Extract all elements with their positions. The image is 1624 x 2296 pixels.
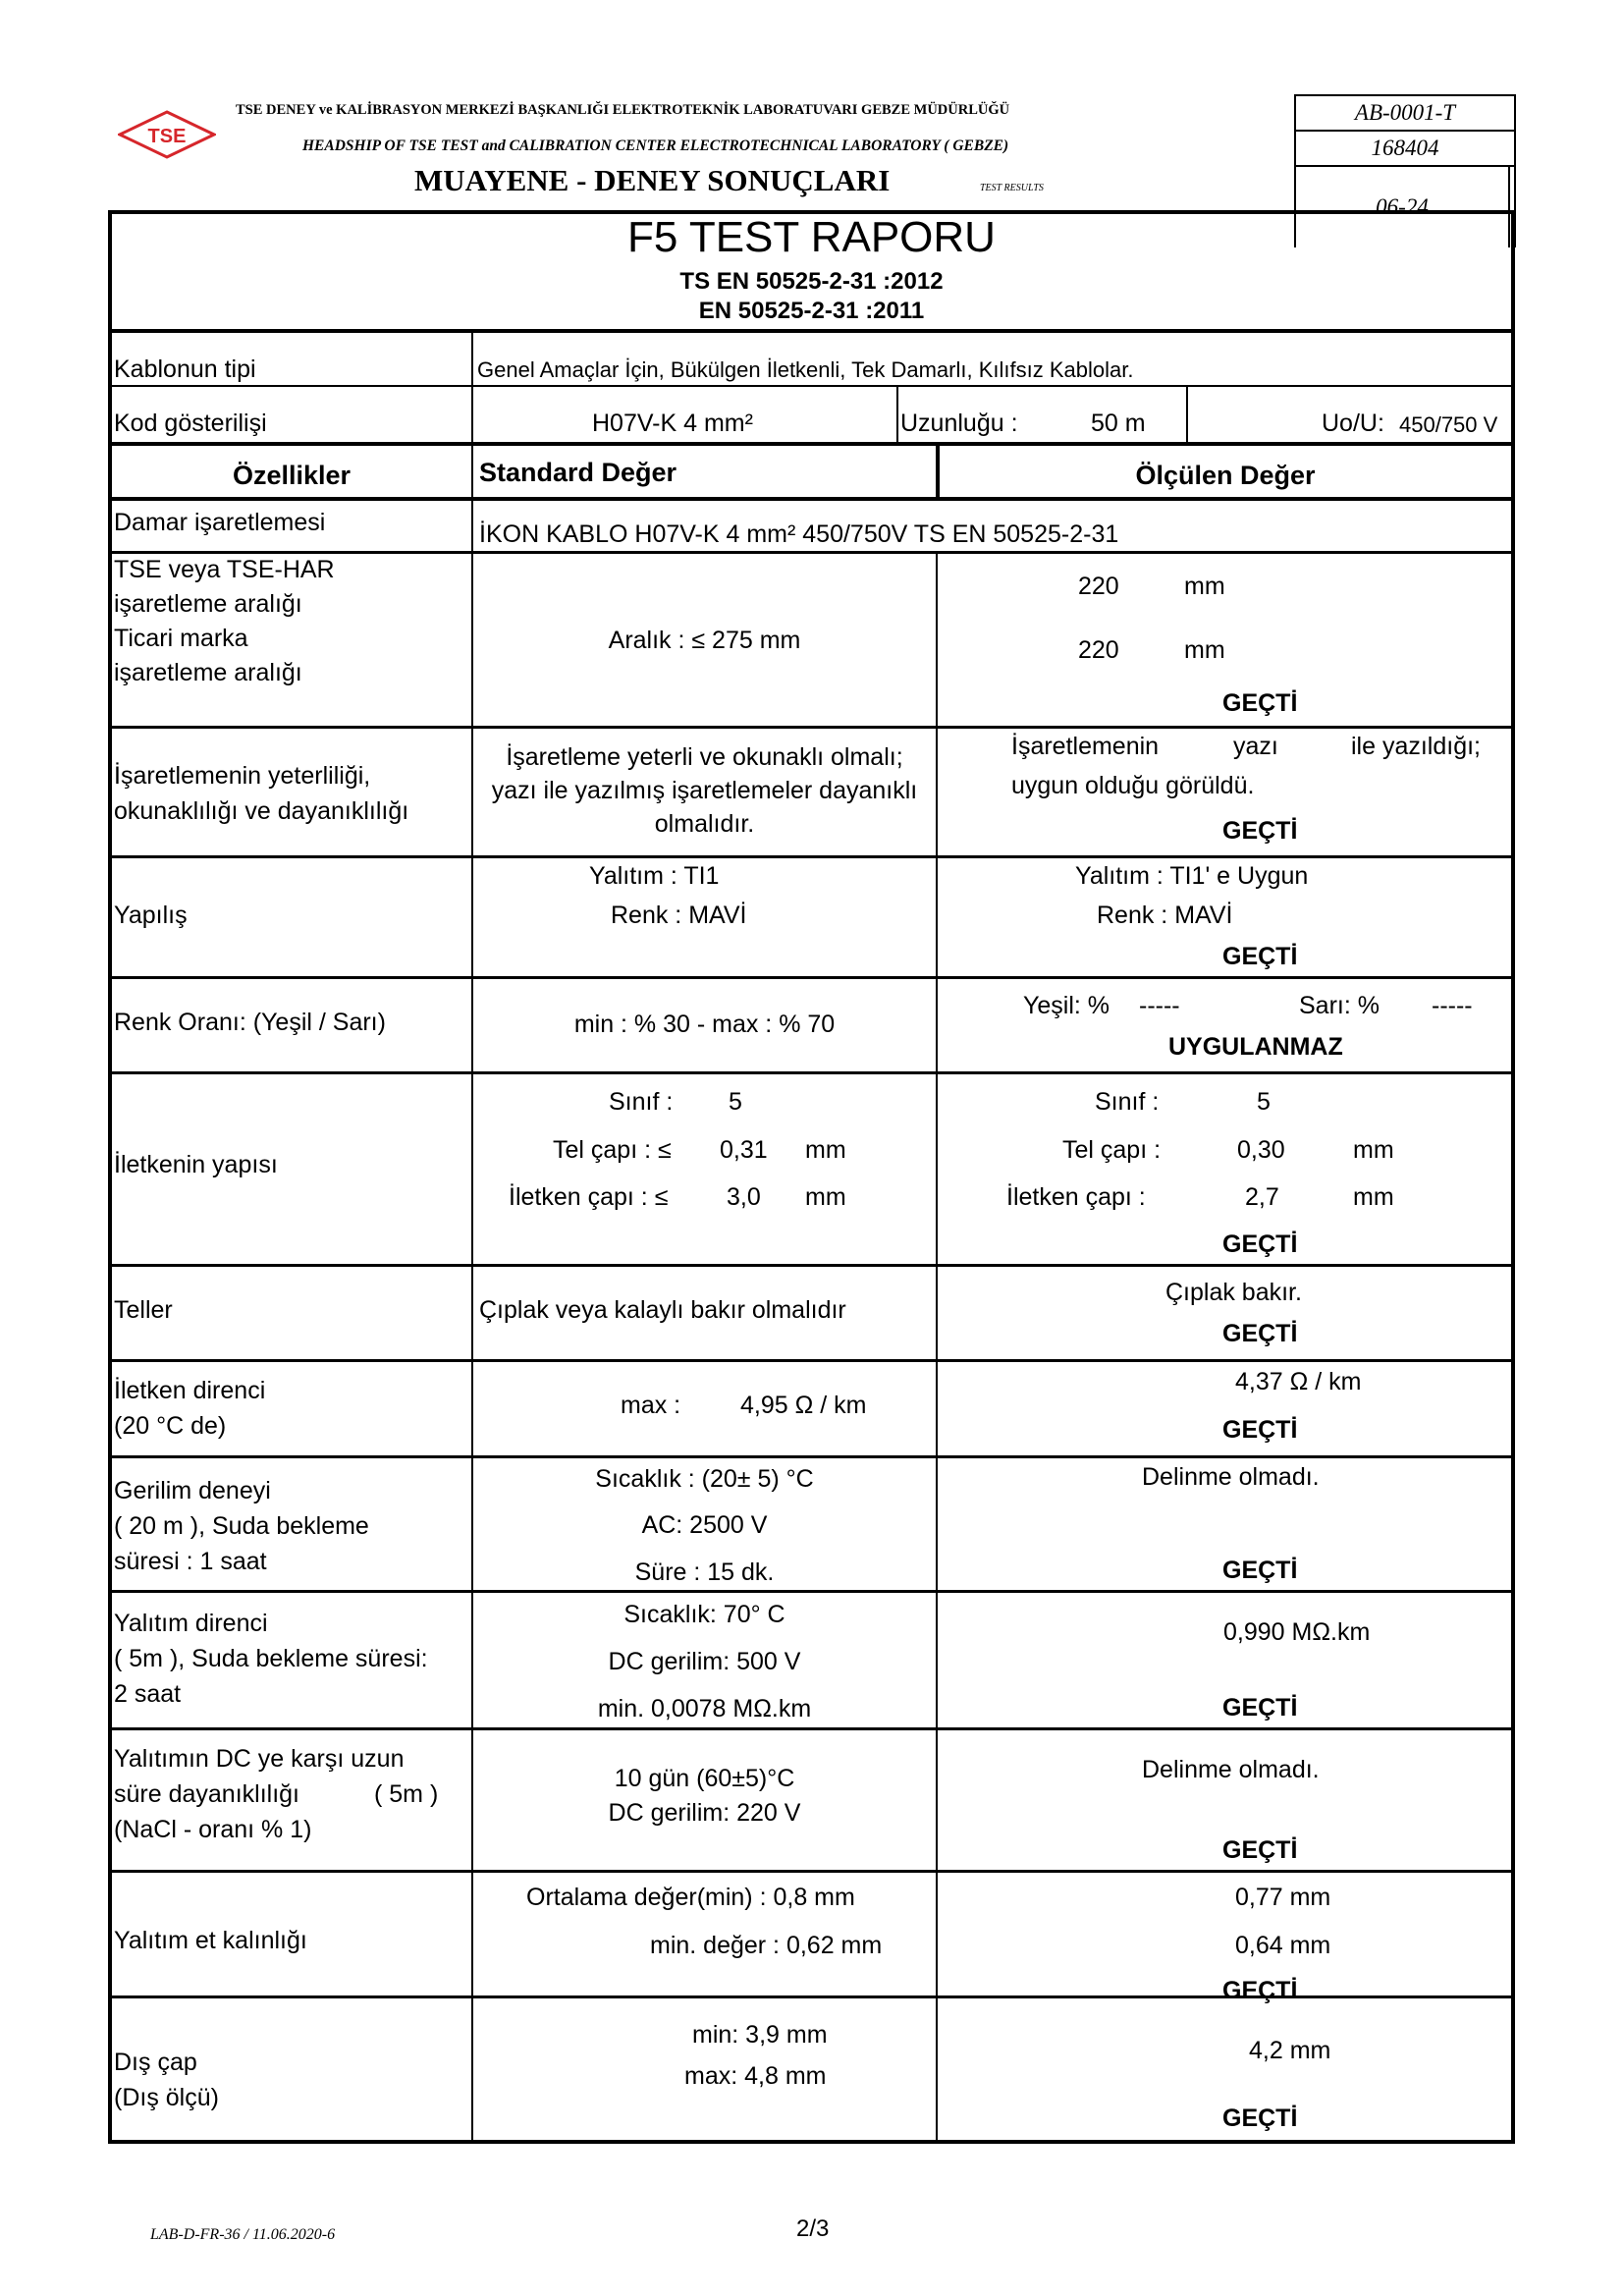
length-value: 50 m [1091,410,1146,437]
voltage-value: 450/750 V [1399,412,1498,437]
marking-quality-measured-1a: İşaretlemenin [1011,733,1160,760]
org-name-tr: TSE DENEY ve KALİBRASYON MERKEZİ BAŞKANLIĞI ELEKTROTEKNİK LABORATUVARI GEBZE MÜDÜRLÜĞÜ [236,102,1010,118]
marking-interval-trade-unit: mm [1184,636,1225,664]
voltage-test-temp: Sıcaklık : (20± 5) °C [595,1465,814,1493]
page-number: 2/3 [796,2215,830,2242]
outer-diameter-measured: 4,2 mm [1249,2037,1331,2064]
standard-ts: TS EN 50525-2-31 :2012 [679,268,944,295]
marking-quality-measured-1c: ile yazıldığı; [1351,733,1482,760]
std-wire-value: 0,31 [720,1136,768,1164]
marking-interval-trade-value: 220 [1078,636,1119,664]
construction-std-color: Renk : MAVİ [611,902,747,929]
marking-label: Damar işaretlemesi [114,509,326,536]
std-cond-label: İletken çapı : ≤ [509,1183,669,1211]
col-header-property: Özellikler [232,461,352,490]
conductor-label: İletkenin yapısı [114,1151,278,1178]
svg-text:TSE: TSE [147,126,187,147]
result-badge: GEÇTİ [1222,1977,1298,2004]
insulation-resistance-temp: Sıcaklık: 70° C [623,1601,785,1628]
std-wire-unit: mm [805,1136,846,1164]
dc-endurance-label-1: Yalıtımın DC ye karşı uzun [114,1745,405,1773]
construction-std-insulation: Yalıtım : TI1 [589,862,720,890]
doc-title-en: TEST RESULTS [980,183,1044,193]
wires-measured: Çıplak bakır. [1165,1279,1302,1306]
meas-class-value: 5 [1257,1088,1271,1116]
construction-meas-color: Renk : MAVİ [1097,902,1233,929]
marking-quality-measured-1b: yazı [1233,733,1278,760]
construction-label: Yapılış [114,902,188,929]
ref-number: 168404 [1296,132,1514,167]
marking-interval-tse-value: 220 [1078,573,1119,600]
voltage-label: Uo/U: [1322,410,1384,437]
dc-endurance-label-2b: ( 5m ) [374,1780,439,1808]
tse-logo-icon [118,110,216,159]
ref-code: AB-0001-T [1296,96,1514,132]
marking-quality-standard: İşaretleme yeterli ve okunaklı olmalı; yazı ile yazılmış işaretlemeler dayanıklı olmalıdır. [491,743,918,838]
yellow-label: Sarı: % [1299,992,1380,1019]
conductor-resistance-std-label: max : [621,1392,681,1419]
code-value: H07V-K 4 mm² [592,410,753,437]
std-cond-unit: mm [805,1183,846,1211]
conductor-resistance-measured: 4,37 Ω / km [1235,1368,1362,1395]
insulation-thickness-std-min: min. değer : 0,62 mm [650,1932,883,1959]
standard-en: EN 50525-2-31 :2011 [698,298,925,324]
result-badge: GEÇTİ [1222,943,1298,970]
report-title: F5 TEST RAPORU [627,213,996,261]
cable-type-label: Kablonun tipi [114,355,256,383]
cable-type-value: Genel Amaçlar İçin, Bükülgen İletkenli, Tek Damarlı, Kılıfsız Kablolar. [477,357,1134,382]
conductor-resistance-label: İletken direnci (20 °C de) [114,1377,266,1440]
result-badge: GEÇTİ [1222,1320,1298,1347]
std-class-value: 5 [729,1088,742,1116]
outer-diameter-std-min: min: 3,9 mm [692,2021,828,2049]
result-badge: GEÇTİ [1222,1230,1298,1258]
meas-cond-value: 2,7 [1245,1183,1279,1211]
insulation-resistance-min: min. 0,0078 MΩ.km [597,1695,812,1722]
insulation-thickness-std-avg: Ortalama değer(min) : 0,8 mm [526,1884,855,1911]
voltage-test-measured: Delinme olmadı. [1142,1463,1320,1491]
color-ratio-label: Renk Oranı: (Yeşil / Sarı) [114,1009,386,1036]
meas-class-label: Sınıf : [1095,1088,1160,1116]
insulation-resistance-dc: DC gerilim: 500 V [608,1648,801,1675]
wires-standard: Çıplak veya kalaylı bakır olmalıdır [479,1296,846,1324]
length-label: Uzunluğu : [900,410,1018,437]
result-badge: GEÇTİ [1222,1694,1298,1722]
meas-wire-label: Tel çapı : [1062,1136,1162,1164]
construction-meas-insulation: Yalıtım : TI1' e Uygun [1075,862,1309,890]
std-class-label: Sınıf : [609,1088,674,1116]
result-badge: GEÇTİ [1222,1836,1298,1864]
marking-interval-label: TSE veya TSE-HAR işaretleme aralığı Ticari marka işaretleme aralığı [114,556,335,686]
voltage-test-time: Süre : 15 dk. [634,1558,775,1586]
marking-interval-tse-unit: mm [1184,573,1225,600]
green-label: Yeşil: % [1023,992,1110,1019]
insulation-thickness-label: Yalıtım et kalınlığı [114,1927,307,1954]
dc-endurance-std-1: 10 gün (60±5)°C [614,1765,795,1792]
result-badge: GEÇTİ [1222,2105,1298,2132]
col-header-standard: Standard Değer [479,458,677,487]
outer-diameter-label: Dış çap (Dış ölçü) [114,2049,219,2111]
result-badge: GEÇTİ [1222,689,1298,717]
dc-endurance-label-2a: süre dayanıklılığı [114,1780,299,1808]
meas-wire-unit: mm [1353,1136,1394,1164]
conductor-resistance-std-value: 4,95 Ω / km [740,1392,867,1419]
insulation-resistance-measured: 0,990 MΩ.km [1223,1618,1371,1646]
marking-value: İKON KABLO H07V-K 4 mm² 450/750V TS EN 50525-2-31 [479,520,1119,548]
result-badge: GEÇTİ [1222,817,1298,845]
insulation-thickness-meas-avg: 0,77 mm [1235,1884,1331,1911]
color-ratio-standard: min : % 30 - max : % 70 [573,1011,836,1038]
green-value: ----- [1139,992,1180,1019]
marking-quality-label: İşaretlemenin yeterliliği, okunaklılığı ve dayanıklılığı [114,762,409,825]
meas-cond-label: İletken çapı : [1006,1183,1146,1211]
marking-interval-standard: Aralık : ≤ 275 mm [608,627,801,654]
yellow-value: ----- [1432,992,1473,1019]
meas-cond-unit: mm [1353,1183,1394,1211]
dc-endurance-measured: Delinme olmadı. [1142,1756,1320,1783]
insulation-thickness-meas-min: 0,64 mm [1235,1932,1331,1959]
meas-wire-value: 0,30 [1237,1136,1285,1164]
std-cond-value: 3,0 [727,1183,761,1211]
result-badge: GEÇTİ [1222,1416,1298,1444]
wires-label: Teller [114,1296,173,1324]
marking-quality-measured-2: uygun olduğu görüldü. [1011,772,1255,799]
doc-title: MUAYENE - DENEY SONUÇLARI [414,163,891,197]
form-code: LAB-D-FR-36 / 11.06.2020-6 [150,2226,336,2243]
result-badge: UYGULANMAZ [1168,1033,1343,1061]
result-badge: GEÇTİ [1222,1557,1298,1584]
dc-endurance-std-2: DC gerilim: 220 V [608,1799,801,1827]
ref-date: 06-24 [1296,167,1510,247]
outer-diameter-std-max: max: 4,8 mm [684,2062,827,2090]
code-label: Kod gösterilişi [114,410,267,437]
col-header-measured: Ölçülen Değer [1135,461,1316,490]
insulation-resistance-label: Yalıtım direnci ( 5m ), Suda bekleme süresi: 2 saat [114,1610,428,1708]
voltage-test-ac: AC: 2500 V [641,1511,768,1539]
std-wire-label: Tel çapı : ≤ [553,1136,672,1164]
org-name-en: HEADSHIP OF TSE TEST and CALIBRATION CENTER ELECTROTECHNICAL LABORATORY ( GEBZE) [302,137,1009,154]
dc-endurance-label-3: (NaCl - oranı % 1) [114,1816,312,1843]
voltage-test-label: Gerilim deneyi ( 20 m ), Suda bekleme süresi : 1 saat [114,1477,369,1575]
